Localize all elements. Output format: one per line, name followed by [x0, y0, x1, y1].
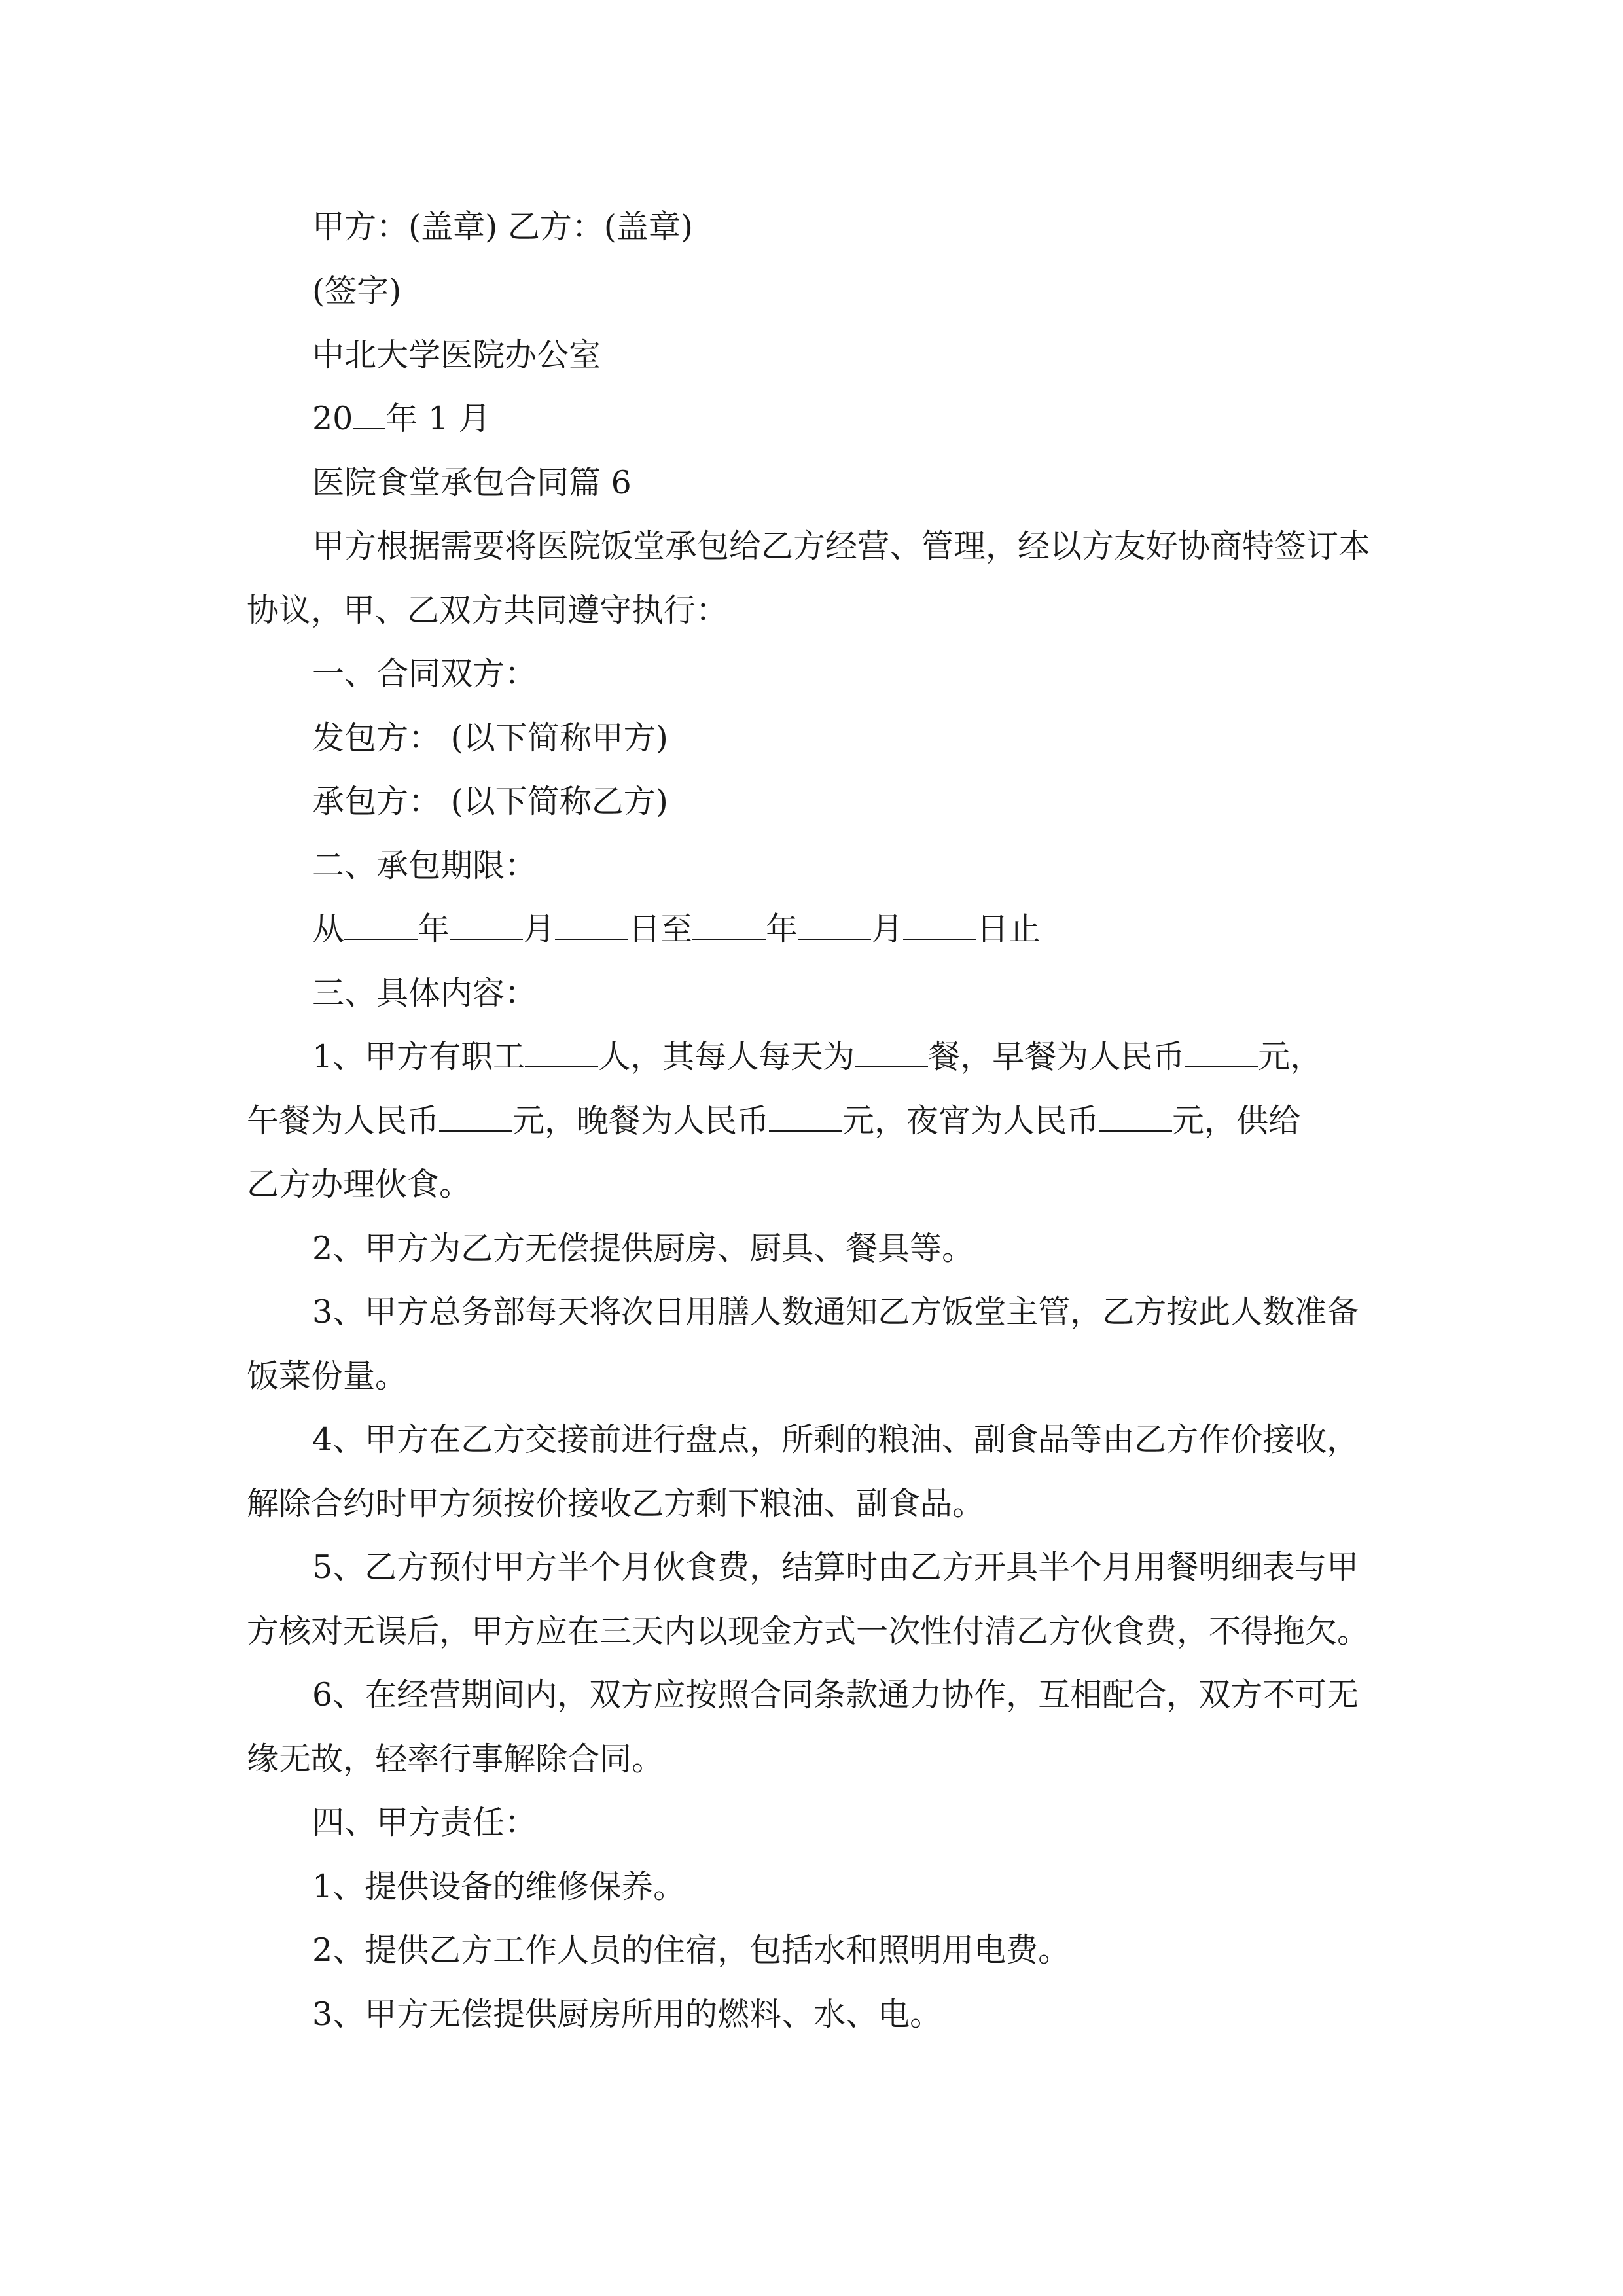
clause-heading-parties: 一、合同双方： — [312, 655, 537, 692]
clause-heading-party-a-duties: 四、甲方责任： — [312, 1804, 537, 1841]
content-item-5-line-2: 方核对无误后，甲方应在三天内以现金方式一次性付清乙方伙食费，不得拖欠。 — [247, 1613, 1370, 1650]
content-item-4-line-2: 解除合约时甲方须按价接收乙方剩下粮油、副食品。 — [247, 1485, 985, 1522]
issuing-office: 中北大学医院办公室 — [312, 336, 601, 374]
section-title: 医院食堂承包合同篇 6 — [312, 464, 632, 501]
content-item-5-line-1: 5、乙方预付甲方半个月伙食费，结算时由乙方开具半个月用餐明细表与甲 — [312, 1549, 1359, 1586]
content-item-6-line-1: 6、在经营期间内，双方应按照合同条款通力协作，互相配合，双方不可无 — [312, 1676, 1359, 1713]
blank-field — [525, 1043, 598, 1067]
content-item-3-line-2: 饭菜份量。 — [247, 1357, 408, 1395]
content-item-1-line-1 — [312, 1034, 1322, 1080]
content-item-1-line-2 — [247, 1098, 1300, 1144]
period-year: 年 — [766, 910, 798, 948]
date-prefix: 20 — [312, 400, 353, 437]
text-run: 午餐为人民币 — [247, 1102, 440, 1139]
date-blank — [353, 404, 385, 429]
blank-field — [692, 915, 766, 940]
text-run: 元，夜宵为人民币 — [842, 1102, 1099, 1139]
signature-parties: 甲方：(盖章) 乙方：(盖章) — [312, 208, 694, 245]
blank-field — [769, 1107, 842, 1132]
intro-line-2: 协议，甲、乙双方共同遵守执行： — [247, 592, 728, 629]
blank-field — [1185, 1043, 1258, 1067]
party-a: 发包方： (以下简称甲方) — [312, 719, 668, 757]
period-day-to: 日至 — [628, 910, 693, 948]
blank-field — [450, 915, 523, 940]
text-run: 1、甲方有职工 — [312, 1038, 526, 1075]
blank-field — [855, 1043, 928, 1067]
period-year: 年 — [418, 910, 450, 948]
content-item-3-line-1: 3、甲方总务部每天将次日用膳人数通知乙方饭堂主管，乙方按此人数准备 — [312, 1293, 1359, 1331]
period-month: 月 — [523, 910, 556, 948]
intro-line-1: 甲方根据需要将医院饭堂承包给乙方经营、管理，经以方友好协商特签订本 — [312, 528, 1371, 565]
blank-field — [439, 1107, 512, 1132]
period-from: 从 — [312, 910, 345, 948]
duty-item-3: 3、甲方无偿提供厨房所用的燃料、水、电。 — [312, 1996, 942, 2033]
blank-field — [798, 915, 871, 940]
content-item-6-line-2: 缘无故，轻率行事解除合同。 — [247, 1740, 664, 1778]
text-run: 餐，早餐为人民币 — [928, 1038, 1185, 1075]
duty-item-1: 1、提供设备的维修保养。 — [312, 1868, 686, 1905]
text-run: 元， — [1258, 1038, 1323, 1075]
text-run: 元，晚餐为人民币 — [512, 1102, 770, 1139]
clause-heading-content: 三、具体内容： — [312, 975, 537, 1012]
duty-item-2: 2、提供乙方工作人员的住宿，包括水和照明用电费。 — [312, 1931, 1071, 1969]
issue-date — [312, 396, 491, 442]
content-item-4-line-1: 4、甲方在乙方交接前进行盘点，所剩的粮油、副食品等由乙方作价接收， — [312, 1421, 1359, 1458]
party-b: 承包方： (以下简称乙方) — [312, 783, 668, 820]
contract-period — [312, 906, 1041, 952]
blank-field — [1099, 1107, 1172, 1132]
text-run: 元，供给 — [1172, 1102, 1301, 1139]
text-run: 人，其每人每天为 — [598, 1038, 855, 1075]
period-day-end: 日止 — [976, 910, 1041, 948]
clause-heading-period: 二、承包期限： — [312, 847, 537, 884]
date-suffix: 年 1 月 — [385, 400, 491, 437]
content-item-2: 2、甲方为乙方无偿提供厨房、厨具、餐具等。 — [312, 1230, 974, 1267]
blank-field — [344, 915, 418, 940]
signature-note: (签字) — [312, 272, 402, 310]
blank-field — [903, 915, 976, 940]
blank-field — [555, 915, 628, 940]
content-item-1-line-3: 乙方办理伙食。 — [247, 1166, 472, 1203]
period-month: 月 — [871, 910, 904, 948]
